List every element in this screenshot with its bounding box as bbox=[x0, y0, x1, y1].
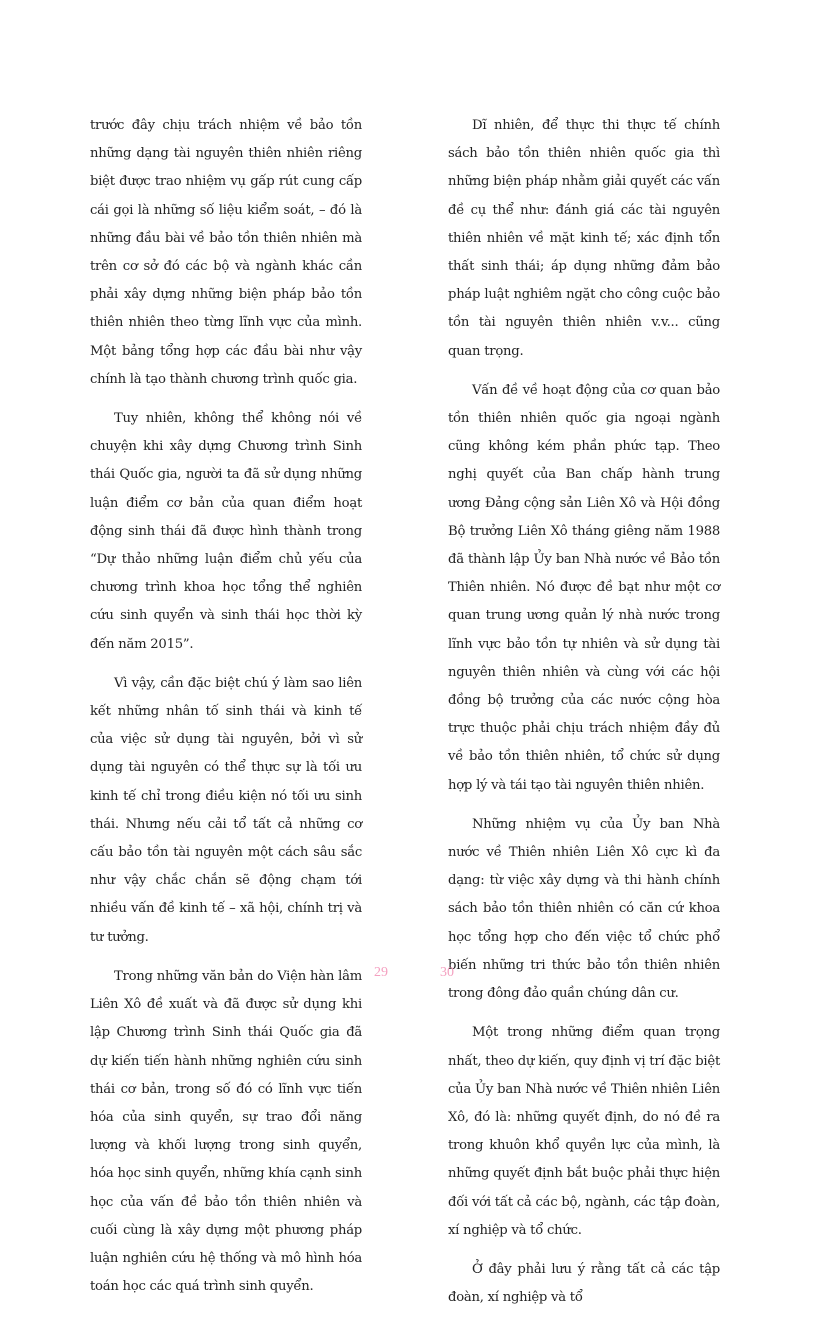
right-page-text bbox=[448, 112, 720, 1323]
page-number-left: 29 bbox=[374, 965, 388, 980]
left-page-text bbox=[90, 112, 362, 1312]
paragraph: Trong những văn bản do Viện hàn lâm Liên Xô đề xuất và đã được sử dụng khi lập Chương trình Sinh thái Quốc gia đã dự kiến tiến hành những nghiên cứu sinh thái cơ bản, trong số đó có lĩnh vực tiến hóa của sinh quyển, sự trao đổi năng lượng và khối lượng trong sinh quyển, hóa học sinh quyển, những khía cạnh sinh học của vấn đề bảo tồn thiên nhiên và cuối cùng là xây dựng một phương pháp luận nghiên cứu hệ thống và mô hình hóa toán học các quá trình sinh quyển. bbox=[90, 968, 362, 1295]
page-number-right: 30 bbox=[440, 965, 454, 980]
paragraph: Vì vậy, cần đặc biệt chú ý làm sao liên kết những nhân tố sinh thái và kinh tế của việc sử dụng tài nguyên, bởi vì sử dụng tài nguyên có thể thực sự là tối ưu kinh tế chỉ trong điều kiện nó tối ưu sinh thái. Nhưng nếu cải tổ tất cả những cơ cấu bảo tồn tài nguyên một cách sâu sắc như vậy chắc chắn sẽ động chạm tới nhiều vấn đề kinh tế – xã hội, chính trị và tư tưởng. bbox=[90, 675, 362, 945]
paragraph: trước đây chịu trách nhiệm về bảo tồn những dạng tài nguyên thiên nhiên riêng biệt được trao nhiệm vụ gấp rút cung cấp cái gọi là những số liệu kiểm soát, – đó là những đầu bài về bảo tồn thiên nhiên mà trên cơ sở đó các bộ và ngành khác cần phải xây dựng những biện pháp bảo tồn thiên nhiên theo từng lĩnh vực của mình. Một bảng tổng hợp các đầu bài như vậy chính là tạo thành chương trình quốc gia. bbox=[90, 118, 362, 387]
paragraph: Dĩ nhiên, để thực thi thực tế chính sách bảo tồn thiên nhiên quốc gia thì những biện pháp nhằm giải quyết các vấn đề cụ thể như: đánh giá các tài nguyên thiên nhiên về mặt kinh tế; xác định tổn thất sinh thái; áp dụng những đảm bảo pháp luật nghiêm ngặt cho công cuộc bảo tồn tài nguyên thiên nhiên v.v... cũng quan trọng. bbox=[448, 118, 720, 359]
paragraph: Vấn đề về hoạt động của cơ quan bảo tồn thiên nhiên quốc gia ngoại ngành cũng không kém phần phức tạp. Theo nghị quyết của Ban chấp hành trung ương Đảng cộng sản Liên Xô và Hội đồng Bộ trưởng Liên Xô tháng giêng năm 1988 đã thành lập Ủy ban Nhà nước về Bảo tồn Thiên nhiên. Nó được đề bạt như một cơ quan trung ương quản lý nhà nước trong lĩnh vực bảo tồn tự nhiên và sử dụng tài nguyên thiên nhiên và cùng với các hội đồng bộ trưởng của các nước cộng hòa trực thuộc phải chịu trách nhiệm đầy đủ về bảo tồn thiên nhiên, tổ chức sử dụng hợp lý và tái tạo tài nguyên thiên nhiên. bbox=[448, 382, 720, 793]
paragraph: Một trong những điểm quan trọng nhất, theo dự kiến, quy định vị trí đặc biệt của Ủy ban Nhà nước về Thiên nhiên Liên Xô, đó là: những quyết định, do nó đề ra trong khuôn khổ quyền lực của mình, là những quyết định bắt buộc phải thực hiện đối với tất cả các bộ, ngành, các tập đoàn, xí nghiệp và tổ chức. bbox=[448, 1025, 720, 1238]
paragraph: Tuy nhiên, không thể không nói về chuyện khi xây dựng Chương trình Sinh thái Quốc gia, người ta đã sử dụng những luận điểm cơ bản của quan điểm hoạt động sinh thái đã được hình thành trong “Dự thảo những luận điểm chủ yếu của chương trình khoa học tổng thể nghiên cứu sinh quyển và sinh thái học thời kỳ đến năm 2015”. bbox=[90, 411, 362, 652]
paragraph: Ở đây phải lưu ý rằng tất cả các tập đoàn, xí nghiệp và tổ bbox=[448, 1261, 720, 1306]
paragraph: Những nhiệm vụ của Ủy ban Nhà nước về Thiên nhiên Liên Xô cực kì đa dạng: từ việc xây dựng và thi hành chính sách bảo tồn thiên nhiên có căn cứ khoa học tổng hợp cho đến việc tổ chức phổ biến những tri thức bảo tồn thiên nhiên trong đông đảo quần chúng dân cư. bbox=[448, 816, 720, 1002]
